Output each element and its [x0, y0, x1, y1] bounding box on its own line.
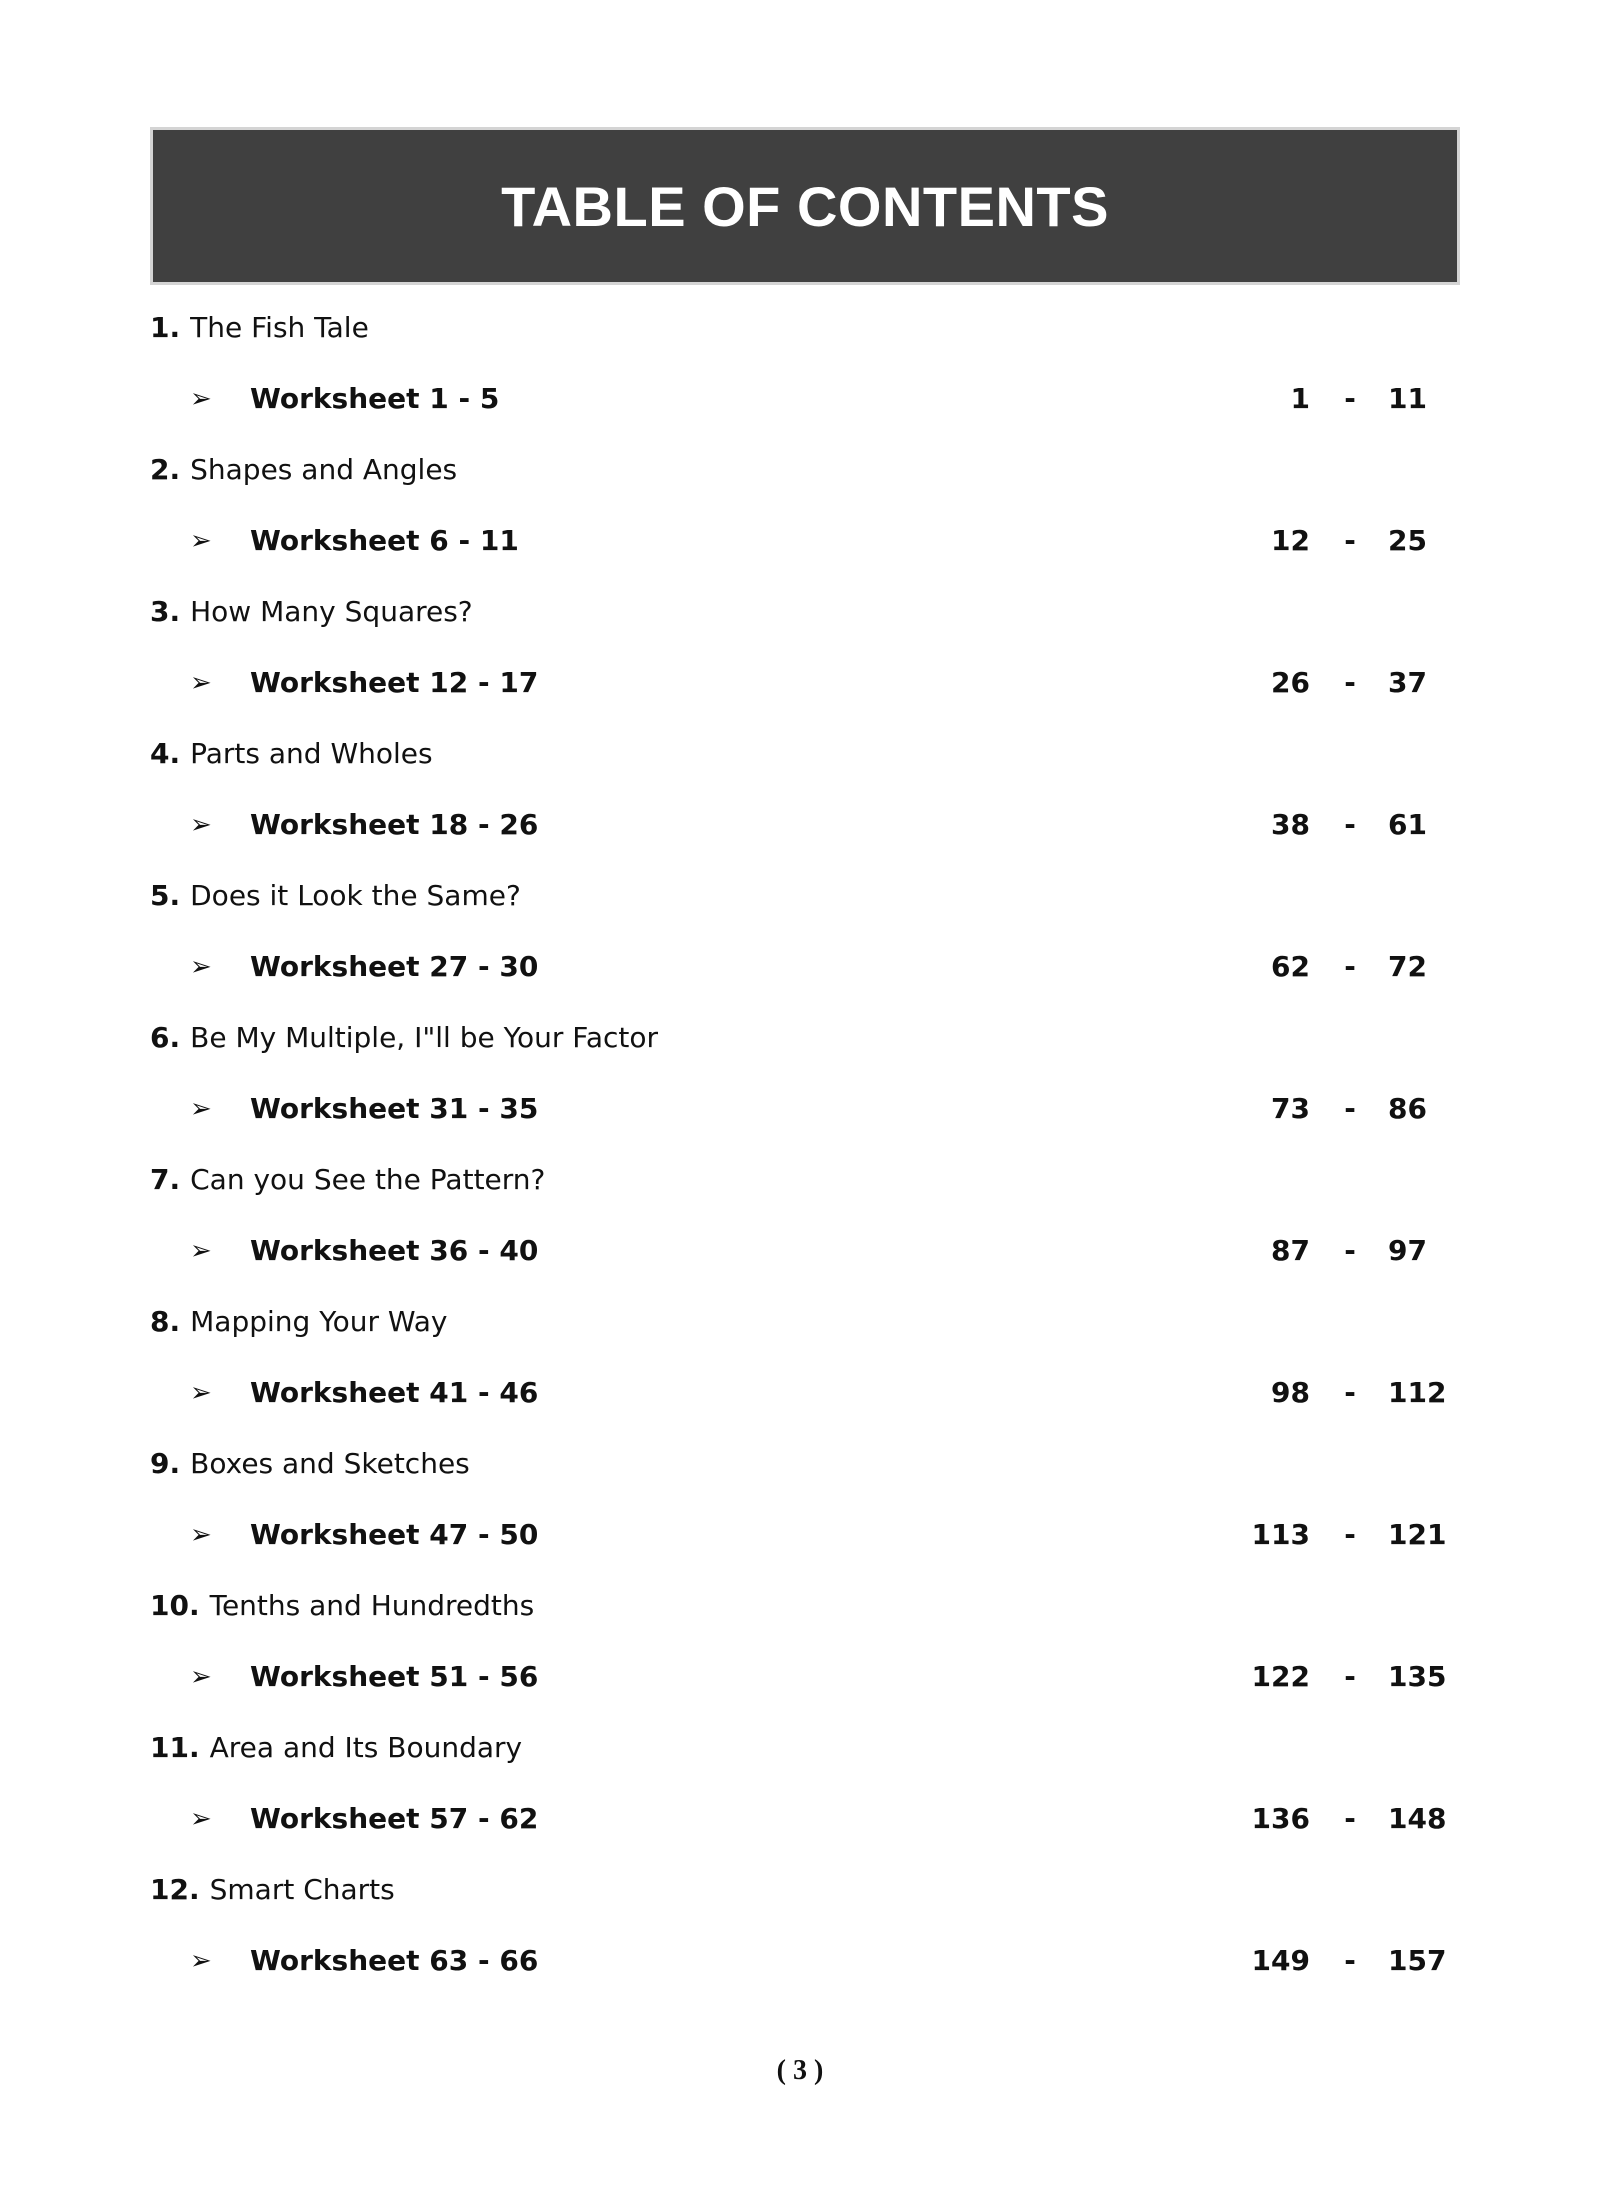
page-range-dash: -: [1344, 1802, 1356, 1835]
chapter-number: 1.: [150, 311, 181, 344]
chapter-number: 2.: [150, 453, 181, 486]
chapter-title: Mapping Your Way: [190, 1305, 448, 1338]
chapter-title: Shapes and Angles: [190, 453, 458, 486]
page-range-dash: -: [1344, 808, 1356, 841]
chapter-title: Does it Look the Same?: [190, 879, 521, 912]
page-range-dash: -: [1344, 1092, 1356, 1125]
page-start: 87: [1271, 1234, 1310, 1267]
chapter-number: 4.: [150, 737, 181, 770]
chapter-number: 10.: [150, 1589, 200, 1622]
chapter-title: Area and Its Boundary: [209, 1731, 523, 1764]
chapter-heading: [150, 1008, 658, 1068]
page-end: 37: [1388, 666, 1427, 699]
worksheet-range: Worksheet 63 - 66: [250, 1944, 539, 1977]
chapter-heading: [150, 1150, 545, 1210]
worksheet-range: Worksheet 1 - 5: [250, 382, 500, 415]
header-banner: [150, 127, 1460, 285]
page-start: 98: [1271, 1376, 1310, 1409]
page-start: 26: [1271, 666, 1310, 699]
chapter-title: The Fish Tale: [190, 311, 369, 344]
chapter-title: Tenths and Hundredths: [209, 1589, 535, 1622]
arrow-bullet-icon: ➢: [190, 1094, 212, 1124]
chapter-number: 11.: [150, 1731, 200, 1764]
arrow-bullet-icon: ➢: [190, 1662, 212, 1692]
chapter-number: 9.: [150, 1447, 181, 1480]
arrow-bullet-icon: ➢: [190, 1236, 212, 1266]
worksheet-row: [0, 937, 1600, 997]
page-end: 157: [1388, 1944, 1447, 1977]
chapter-title: Can you See the Pattern?: [190, 1163, 546, 1196]
worksheet-row: [0, 511, 1600, 571]
chapter-number: 7.: [150, 1163, 181, 1196]
page-range-dash: -: [1344, 950, 1356, 983]
chapter-heading: [150, 1860, 395, 1920]
arrow-bullet-icon: ➢: [190, 810, 212, 840]
worksheet-row: [0, 1363, 1600, 1423]
chapter-heading: [150, 440, 457, 500]
page-start: 113: [1251, 1518, 1310, 1551]
worksheet-row: [0, 1647, 1600, 1707]
chapter-number: 6.: [150, 1021, 181, 1054]
page-range-dash: -: [1344, 1660, 1356, 1693]
arrow-bullet-icon: ➢: [190, 1378, 212, 1408]
chapter-heading: [150, 298, 369, 358]
worksheet-range: Worksheet 41 - 46: [250, 1376, 539, 1409]
worksheet-row: [0, 1931, 1600, 1991]
chapter-title: How Many Squares?: [190, 595, 473, 628]
page-end: 11: [1388, 382, 1427, 415]
page-start: 136: [1251, 1802, 1310, 1835]
chapter-heading: [150, 866, 521, 926]
page-end: 97: [1388, 1234, 1427, 1267]
worksheet-row: [0, 1789, 1600, 1849]
page-start: 149: [1251, 1944, 1310, 1977]
chapter-heading: [150, 1292, 447, 1352]
worksheet-row: [0, 1221, 1600, 1281]
worksheet-range: Worksheet 47 - 50: [250, 1518, 539, 1551]
toc-entry: [0, 1860, 1600, 2144]
page-range-dash: -: [1344, 1376, 1356, 1409]
chapter-title: Parts and Wholes: [190, 737, 433, 770]
chapter-heading: [150, 1718, 522, 1778]
page-range-dash: -: [1344, 1944, 1356, 1977]
page-end: 148: [1388, 1802, 1447, 1835]
page-end: 61: [1388, 808, 1427, 841]
arrow-bullet-icon: ➢: [190, 384, 212, 414]
worksheet-row: [0, 653, 1600, 713]
chapter-title: Boxes and Sketches: [190, 1447, 470, 1480]
page-end: 135: [1388, 1660, 1447, 1693]
page-range-dash: -: [1344, 1518, 1356, 1551]
chapter-heading: [150, 1434, 470, 1494]
page-number: ( 3 ): [776, 2055, 824, 2086]
page-end: 86: [1388, 1092, 1427, 1125]
arrow-bullet-icon: ➢: [190, 1946, 212, 1976]
page-range-dash: -: [1344, 666, 1356, 699]
page-range-dash: -: [1344, 382, 1356, 415]
page-range-dash: -: [1344, 1234, 1356, 1267]
chapter-number: 12.: [150, 1873, 200, 1906]
page-start: 38: [1271, 808, 1310, 841]
arrow-bullet-icon: ➢: [190, 526, 212, 556]
page-title: TABLE OF CONTENTS: [501, 174, 1109, 238]
page-end: 121: [1388, 1518, 1447, 1551]
arrow-bullet-icon: ➢: [190, 1804, 212, 1834]
page-start: 1: [1290, 382, 1310, 415]
chapter-heading: [150, 582, 473, 642]
chapter-title: Smart Charts: [209, 1873, 395, 1906]
chapter-title: Be My Multiple, I"ll be Your Factor: [190, 1021, 658, 1054]
worksheet-row: [0, 1079, 1600, 1139]
page-start: 62: [1271, 950, 1310, 983]
chapter-number: 3.: [150, 595, 181, 628]
page-start: 12: [1271, 524, 1310, 557]
arrow-bullet-icon: ➢: [190, 668, 212, 698]
chapter-heading: [150, 724, 433, 784]
arrow-bullet-icon: ➢: [190, 952, 212, 982]
worksheet-range: Worksheet 27 - 30: [250, 950, 539, 983]
worksheet-range: Worksheet 12 - 17: [250, 666, 539, 699]
page-end: 25: [1388, 524, 1427, 557]
page-start: 122: [1251, 1660, 1310, 1693]
worksheet-range: Worksheet 31 - 35: [250, 1092, 539, 1125]
worksheet-range: Worksheet 51 - 56: [250, 1660, 539, 1693]
page-end: 112: [1388, 1376, 1447, 1409]
chapter-heading: [150, 1576, 534, 1636]
page-start: 73: [1271, 1092, 1310, 1125]
worksheet-range: Worksheet 18 - 26: [250, 808, 539, 841]
worksheet-row: [0, 1505, 1600, 1565]
page-range-dash: -: [1344, 524, 1356, 557]
worksheet-range: Worksheet 57 - 62: [250, 1802, 539, 1835]
chapter-number: 8.: [150, 1305, 181, 1338]
arrow-bullet-icon: ➢: [190, 1520, 212, 1550]
worksheet-range: Worksheet 36 - 40: [250, 1234, 539, 1267]
worksheet-row: [0, 369, 1600, 429]
page-end: 72: [1388, 950, 1427, 983]
worksheet-range: Worksheet 6 - 11: [250, 524, 519, 557]
worksheet-row: [0, 795, 1600, 855]
chapter-number: 5.: [150, 879, 181, 912]
